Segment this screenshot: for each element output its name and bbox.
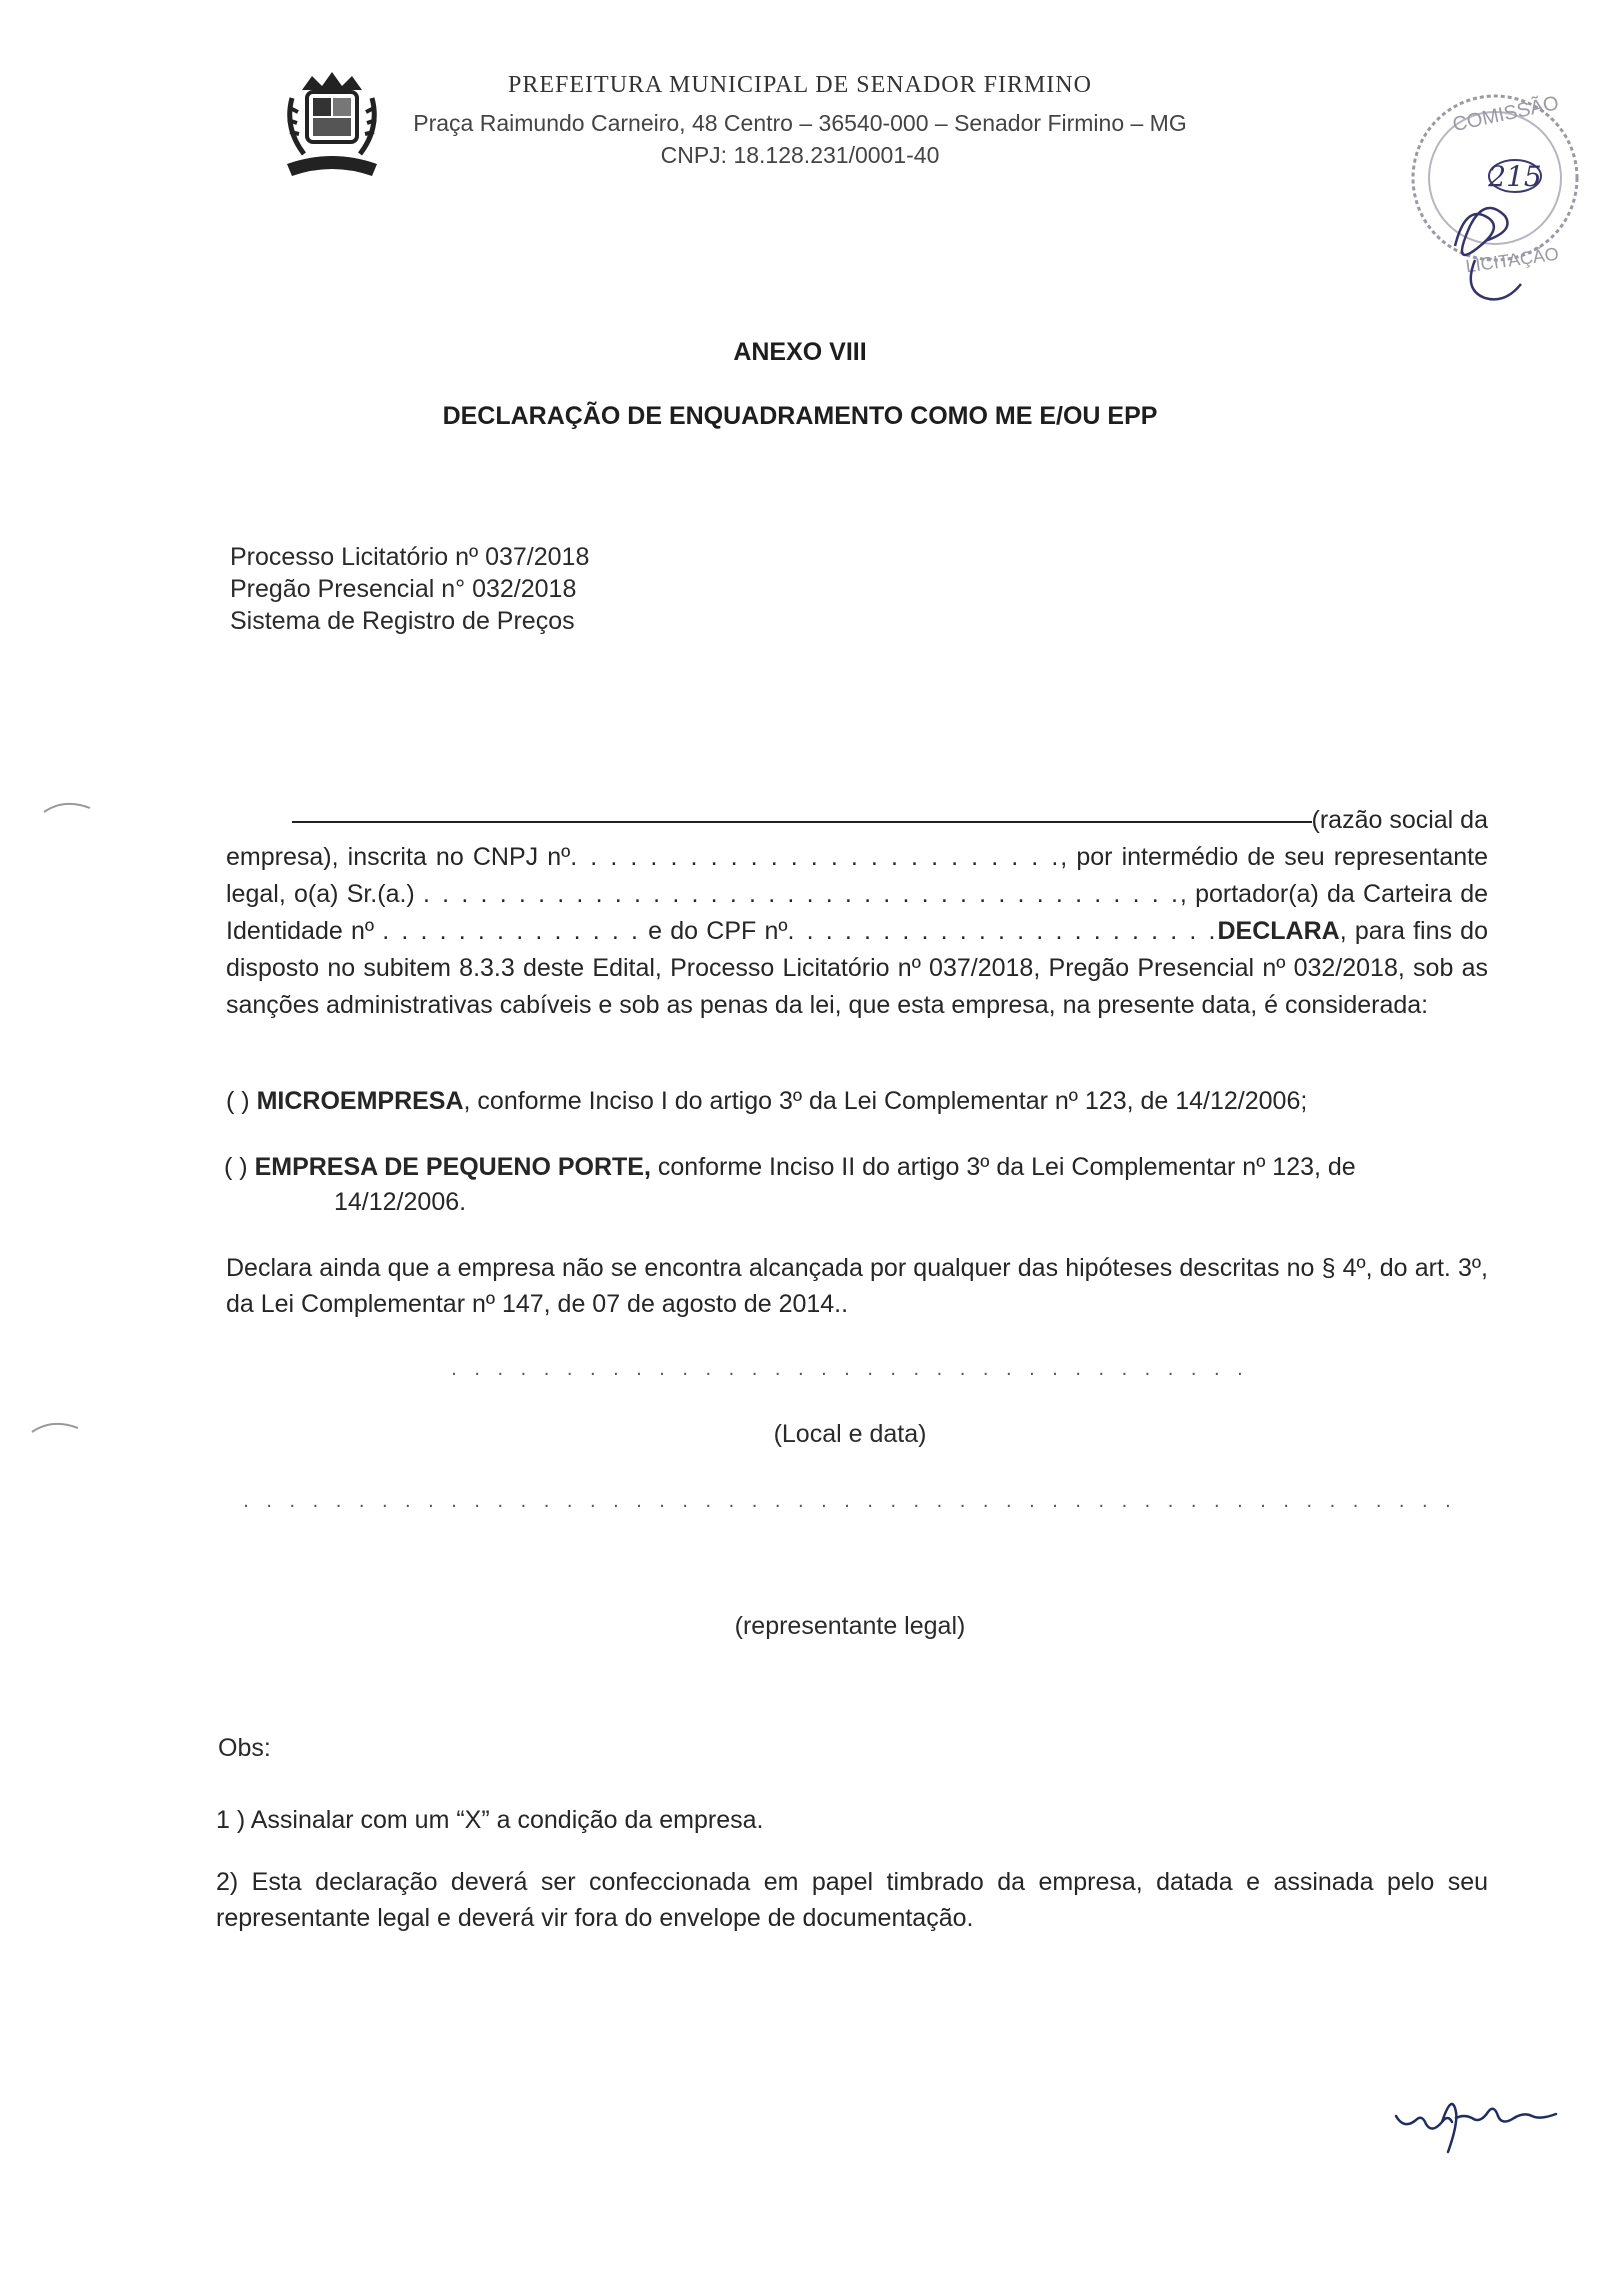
razao-social-blank [292,820,1312,823]
identidade-label: Identidade nº [226,917,375,945]
declaration-rest: , para fins do disposto no subitem 8.3.3 deste Edital, Processo Licitatório nº 037/2018, Pregão Presencial nº 032/2018, sob as sanções administrativas cabíveis e sob as penas da lei, que esta empresa, na presente data, é considerada: [226,917,1488,1019]
representative-line [226,876,1488,913]
place-date-line: . . . . . . . . . . . . . . . . . . . . . . . . . . . . . . . . . . . [451,1358,1249,1380]
additional-declaration: Declara ainda que a empresa não se encontra alcançada por qualquer das hipóteses descritas no § 4º, do art. 3º, da Lei Complementar nº 147, de 07 de agosto de 2014.. [226,1254,1488,1318]
pregao-number: Pregão Presencial n° 032/2018 [230,575,577,603]
razao-social-line [226,802,1488,839]
epp-date: 14/12/2006. [334,1188,467,1216]
epp-text: conforme Inciso II do artigo 3º da Lei Complementar nº 123, de [650,1153,1356,1181]
identidade-dots: . . . . . . . . . . . . . . [382,917,640,945]
signature-label: (representante legal) [734,1612,966,1640]
cnpj-dots: . . . . . . . . . . . . . . . . . . . . . . . . . [570,843,1061,871]
option-microempresa [226,1084,1488,1119]
intermedio-text: , por intermédio de seu representante [1060,843,1488,871]
identity-rest [226,913,1488,1024]
stamp-number: 215 [1488,160,1542,193]
sr-dots: . . . . . . . . . . . . . . . . . . . . . . . . . . . . . . . . . . . . . . . . [423,880,1180,908]
stamp-text-bottom: LICITAÇÃO [1464,243,1560,277]
declara-word: DECLARA [1217,917,1340,945]
epp-label: EMPRESA DE PEQUENO PORTE, [254,1153,651,1181]
commission-stamp [1395,70,1585,330]
declaration-body [226,802,1488,1024]
annex-title: ANEXO VIII [733,338,867,366]
handwritten-initials [1390,2088,1565,2158]
microempresa-text: , conforme Inciso I do artigo 3º da Lei Complementar nº 123, de 14/12/2006; [463,1087,1308,1115]
margin-mark [42,796,92,816]
portador-text: , portador(a) da Carteira de [1179,880,1488,908]
checkbox-microempresa[interactable]: ( ) [226,1087,250,1115]
microempresa-label: MICROEMPRESA [256,1087,464,1115]
cnpj-line [226,839,1488,876]
registro-precos: Sistema de Registro de Preços [230,607,575,635]
cpf-dots: . . . . . . . . . . . . . . . . . . . . . . . [787,917,1218,945]
place-date-label: (Local e data) [773,1420,927,1448]
process-number: Processo Licitatório nº 037/2018 [230,543,590,571]
razao-social-label: (razão social da [1311,806,1488,834]
declaration-title: DECLARAÇÃO DE ENQUADRAMENTO COMO ME E/OU EPP [442,402,1158,430]
option-epp [224,1150,1488,1220]
header-cnpj: CNPJ: 18.128.231/0001-40 [660,142,940,168]
checkbox-epp[interactable]: ( ) [224,1153,248,1181]
header-institution: PREFEITURA MUNICIPAL DE SENADOR FIRMINO [508,72,1092,98]
signature-line: . . . . . . . . . . . . . . . . . . . . . . . . . . . . . . . . . . . . . . . . . . . . . . . . . . . . . [243,1490,1457,1512]
header-address: Praça Raimundo Carneiro, 48 Centro – 36540-000 – Senador Firmino – MG [413,110,1187,136]
obs-label: Obs: [218,1734,271,1762]
margin-mark [30,1416,80,1436]
legal-sr-label: legal, o(a) Sr.(a.) [226,880,415,908]
stamp-text-top: COMISSÃO [1450,92,1561,137]
empresa-cnpj-label: empresa), inscrita no CNPJ nº [226,843,571,871]
obs-note-1: 1 ) Assinalar com um “X” a condição da empresa. [216,1806,764,1834]
obs-note-2: 2) Esta declaração deverá ser confeccionada em papel timbrado da empresa, datada e assinada pelo seu representante legal e deverá vir fora do envelope de documentação. [216,1868,1488,1932]
cpf-label: e do CPF nº [648,917,788,945]
